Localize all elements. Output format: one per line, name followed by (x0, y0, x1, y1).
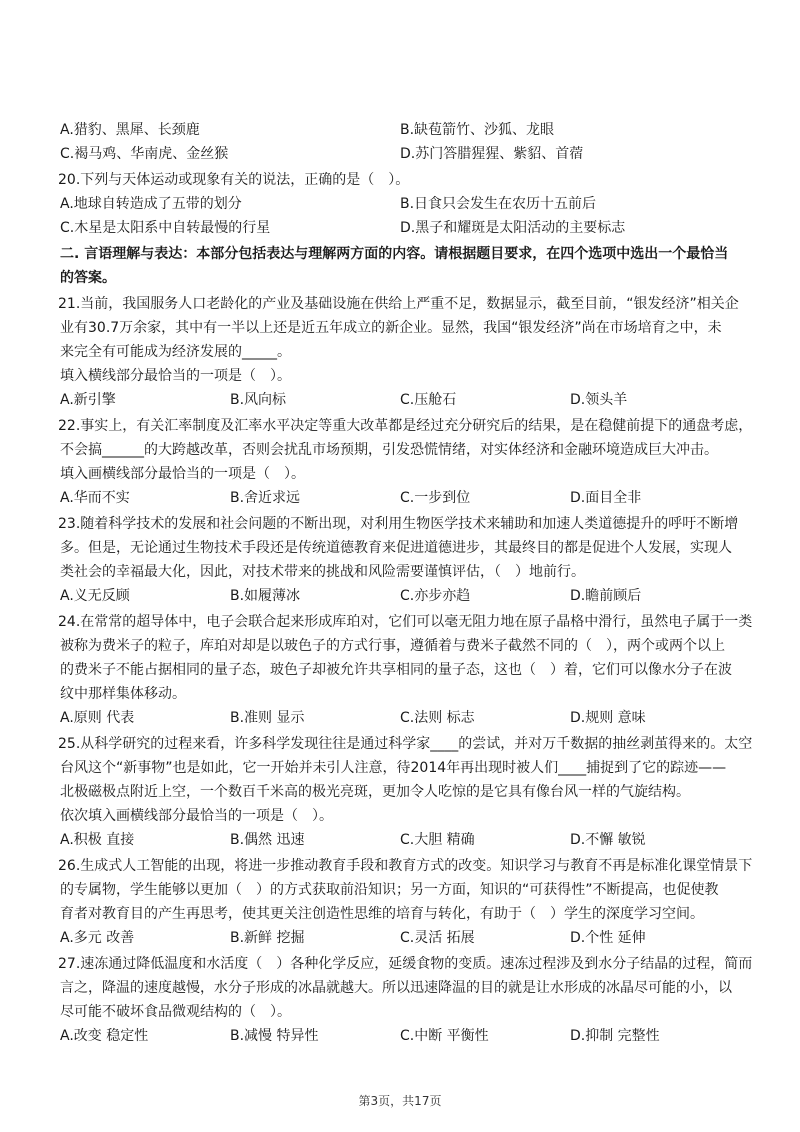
q23-option-b: B.如履薄冰 (230, 588, 301, 604)
q21-prompt: 填入横线部分最恰当的一项是（ ）。 (60, 368, 291, 384)
q23-option-d: D.瞻前顾后 (570, 588, 642, 604)
q25-prompt: 依次填入画横线部分最恰当的一项是（ ）。 (60, 808, 333, 824)
q26-option-a: A.多元 改善 (60, 930, 135, 946)
q23-option-a: A.义无反顾 (60, 588, 130, 604)
q21-line: 来完全有可能成为经济发展的_____。 (60, 344, 291, 360)
question-27 (58, 952, 753, 1048)
page-number-footer: 第3页，共17页 (358, 1094, 442, 1108)
q26-option-b: B.新鲜 挖掘 (230, 930, 305, 946)
q20-option-c: C.木星是太阳系中自转最慢的行星 (60, 220, 271, 236)
q19-option-d: D.苏门答腊猩猩、紫貂、首蓿 (400, 146, 584, 162)
section-2-line-1: 二. 言语理解与表达：本部分包括表达与理解两方面的内容。请根据题目要求，在四个选项中选出一个最恰当 (60, 246, 729, 262)
q24-option-a: A.原则 代表 (60, 710, 135, 726)
q22-option-a: A.华而不实 (60, 490, 130, 506)
q20-option-a: A.地球自转造成了五带的划分 (60, 196, 242, 212)
q27-line: 尽可能不破坏食品微观结构的（ ）。 (60, 1004, 291, 1020)
q24-line: 被称为费米子的粒子，库珀对却是以玻色子的方式行事，遵循着与费米子截然不同的（ ），两个或两个以上 (60, 638, 725, 654)
q19-options-row-1 (58, 118, 748, 142)
q26-option-d: D.个性 延伸 (570, 930, 646, 946)
q24-option-b: B.准则 显示 (230, 710, 305, 726)
q25-options (58, 828, 748, 852)
q21-line: 21.当前，我国服务人口老龄化的产业及基础设施在供给上严重不足，数据显示，截至目前，“银发经济”相关企 (58, 296, 739, 312)
q24-options (58, 706, 748, 730)
q19-option-b: B.缺苞箭竹、沙狐、龙眼 (400, 122, 555, 138)
q24-line: 的费米子不能占据相同的量子态，玻色子却被允许共享相同的量子态，这也（ ）着，它们可以像水分子在波 (60, 662, 732, 678)
q21-options (58, 388, 748, 412)
question-20 (58, 168, 748, 240)
q22-option-b: B.舍近求远 (230, 490, 301, 506)
q27-option-c: C.中断 平衡性 (400, 1028, 489, 1044)
q26-options (58, 926, 748, 950)
q27-option-b: B.减慢 特异性 (230, 1028, 319, 1044)
q22-option-d: D.面目全非 (570, 490, 642, 506)
q25-option-b: B.偶然 迅速 (230, 832, 305, 848)
q25-line: 25.从科学研究的过程来看，许多科学发现往往是通过科学家____的尝试，并对万千数据的抽丝剥茧得来的。太空 (58, 736, 753, 752)
q26-line: 育者对教育目的产生再思考，使其更关注创造性思维的培育与转化，有助于（ ）学生的深度学习空间。 (60, 906, 704, 922)
question-23 (58, 512, 748, 608)
question-20-stem: 20.下列与天体运动或现象有关的说法，正确的是（ ）。 (58, 172, 410, 188)
section-2-line-2: 的答案。 (60, 270, 116, 286)
question-22 (58, 414, 753, 510)
q20-option-d: D.黑子和耀斑是太阳活动的主要标志 (400, 220, 626, 236)
q22-line: 不会搞______的大跨越改革，否则会扰乱市场预期，引发恐慌情绪，对实体经济和金融环境造成巨大冲击。 (60, 442, 718, 458)
question-24 (58, 610, 753, 730)
q25-option-c: C.大胆 精确 (400, 832, 475, 848)
q19-options-row-2 (58, 142, 748, 166)
q21-option-b: B.风向标 (230, 392, 287, 408)
section-2-heading (58, 242, 748, 290)
q25-option-a: A.积极 直接 (60, 832, 135, 848)
q20-option-b: B.日食只会发生在农历十五前后 (400, 196, 597, 212)
q26-line: 的专属物，学生能够以更加（ ）的方式获取前沿知识；另一方面，知识的“可获得性”不断提高，也促使教 (60, 882, 719, 898)
q27-option-d: D.抑制 完整性 (570, 1028, 660, 1044)
page-content (58, 118, 753, 1048)
q22-options (58, 486, 748, 510)
q25-option-d: D.不懈 敏锐 (570, 832, 646, 848)
q23-line: 类社会的幸福最大化，因此，对技术带来的挑战和风险需要谨慎评估，（ ）地前行。 (60, 564, 585, 580)
q21-line: 业有30.7万余家，其中有一半以上还是近五年成立的新企业。显然，我国“银发经济”尚在市场培育之中，未 (60, 320, 722, 336)
q24-option-c: C.法则 标志 (400, 710, 475, 726)
question-25 (58, 732, 753, 852)
q24-line: 24.在常常的超导体中，电子会联合起来形成库珀对，它们可以毫无阻力地在原子晶格中滑行，虽然电子属于一类 (58, 614, 753, 630)
q21-option-d: D.领头羊 (570, 392, 628, 408)
q23-options (58, 584, 748, 608)
q19-option-c: C.褐马鸡、华南虎、金丝猴 (60, 146, 229, 162)
q22-prompt: 填入画横线部分最恰当的一项是（ ）。 (60, 466, 305, 482)
q25-line: 台风这个“新事物”也是如此，它一开始并未引人注意，待2014年再出现时被人们____捕捉到了它的踪迹—— (60, 760, 727, 776)
question-26 (58, 854, 753, 950)
q23-line: 23.随着科学技术的发展和社会问题的不断出现，对利用生物医学技术来辅助和加速人类道德提升的呼吁不断增 (58, 516, 739, 532)
q21-option-c: C.压舱石 (400, 392, 457, 408)
q27-line: 27.速冻通过降低温度和水活度（ ）各种化学反应，延缓食物的变质。速冻过程涉及到水分子结晶的过程，简而 (58, 956, 753, 972)
q23-line: 多。但是，无论通过生物技术手段还是传统道德教育来促进道德进步，其最终目的都是促进个人发展，实现人 (60, 540, 732, 556)
q27-option-a: A.改变 稳定性 (60, 1028, 149, 1044)
q22-option-c: C.一步到位 (400, 490, 471, 506)
q20-options-row-2 (58, 216, 748, 240)
q24-option-d: D.规则 意味 (570, 710, 646, 726)
q22-line: 22.事实上，有关汇率制度及汇率水平决定等重大改革都是经过充分研究后的结果，是在稳健前提下的通盘考虑， (58, 418, 753, 434)
q26-option-c: C.灵活 拓展 (400, 930, 475, 946)
q19-option-a: A.猎豹、黑犀、长颈鹿 (60, 122, 200, 138)
q27-options (58, 1024, 748, 1048)
q23-option-c: C.亦步亦趋 (400, 588, 471, 604)
q25-line: 北极磁极点附近上空，一个数百千米高的极光亮斑，更加令人吃惊的是它具有像台风一样的气旋结构。 (60, 784, 690, 800)
q21-option-a: A.新引擎 (60, 392, 116, 408)
question-21 (58, 292, 748, 412)
q27-line: 言之，降温的速度越慢，水分子形成的冰晶就越大。所以迅速降温的目的就是让水形成的冰晶尽可能的小，以 (60, 980, 732, 996)
q24-line: 纹中那样集体移动。 (60, 686, 186, 702)
q26-line: 26.生成式人工智能的出现，将进一步推动教育手段和教育方式的改变。知识学习与教育不再是标准化课堂情景下 (58, 858, 753, 874)
q20-options-row-1 (58, 192, 748, 216)
